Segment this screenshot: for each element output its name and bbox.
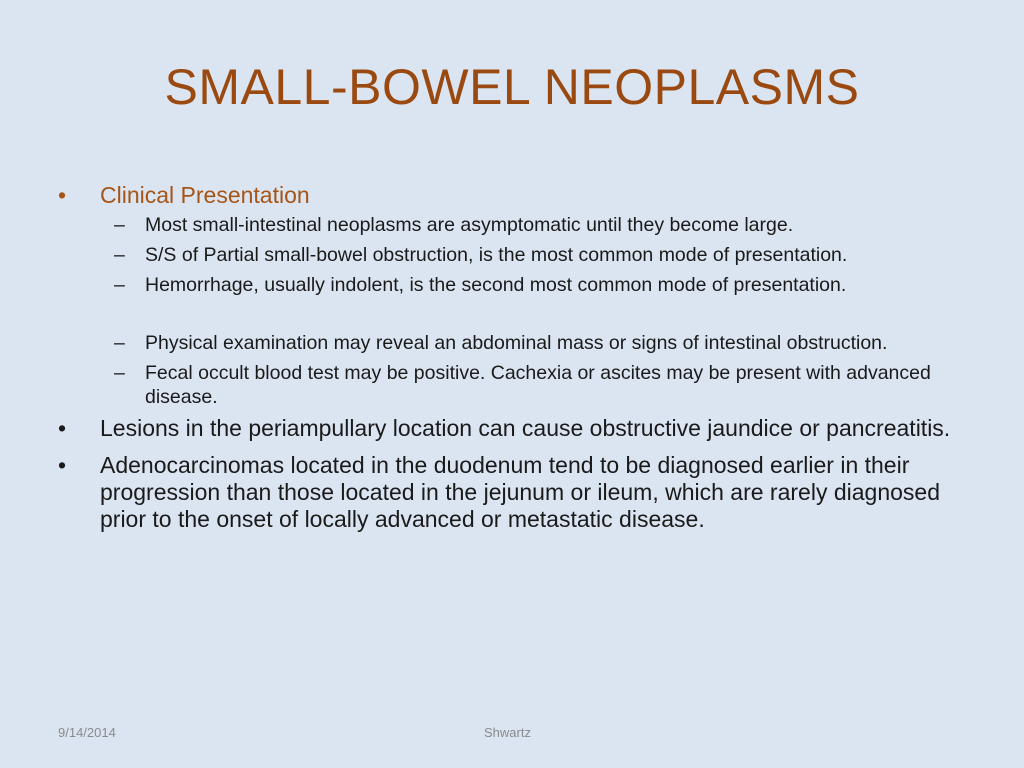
dash-marker: – bbox=[114, 332, 125, 354]
dash-marker: – bbox=[114, 274, 125, 296]
sub-item bbox=[58, 213, 978, 237]
spacer bbox=[58, 303, 978, 331]
sub-item bbox=[58, 331, 978, 355]
dash-marker: – bbox=[114, 214, 125, 236]
sub-item-text: Physical examination may reveal an abdominal mass or signs of intestinal obstruction. bbox=[145, 332, 888, 354]
sub-list bbox=[58, 213, 978, 409]
sub-item-text: Fecal occult blood test may be positive. Cachexia or ascites may be present with advanced disease. bbox=[145, 362, 931, 408]
slide-title: SMALL-BOWEL NEOPLASMS bbox=[164, 59, 860, 115]
sub-item bbox=[58, 273, 978, 297]
bullet-marker: • bbox=[58, 415, 67, 441]
bullet-marker: • bbox=[58, 452, 67, 478]
bullet-adenocarcinomas bbox=[58, 452, 978, 533]
sub-item-text: S/S of Partial small-bowel obstruction, is the most common mode of presentation. bbox=[145, 244, 848, 266]
sub-item-text: Most small-intestinal neoplasms are asymptomatic until they become large. bbox=[145, 214, 794, 236]
dash-marker: – bbox=[114, 362, 125, 384]
bullet-clinical-presentation bbox=[58, 182, 978, 209]
dash-marker: – bbox=[114, 244, 125, 266]
footer-author: Shwartz bbox=[484, 725, 531, 740]
footer-date: 9/14/2014 bbox=[58, 725, 116, 740]
sub-item bbox=[58, 361, 978, 409]
bullet-text: Lesions in the periampullary location can cause obstructive jaundice or pancreatitis. bbox=[100, 415, 951, 441]
bullet-marker: • bbox=[58, 182, 67, 208]
sub-item bbox=[58, 243, 978, 267]
bullet-text: Clinical Presentation bbox=[100, 182, 310, 208]
slide-content bbox=[58, 182, 978, 543]
sub-item-text: Hemorrhage, usually indolent, is the second most common mode of presentation. bbox=[145, 274, 847, 296]
bullet-text: Adenocarcinomas located in the duodenum tend to be diagnosed earlier in their progression than those located in the jejunum or ileum, which are rarely diagnosed prior to the onset of locally advanced or metastatic disease. bbox=[100, 452, 940, 532]
bullet-periampullary bbox=[58, 415, 978, 442]
